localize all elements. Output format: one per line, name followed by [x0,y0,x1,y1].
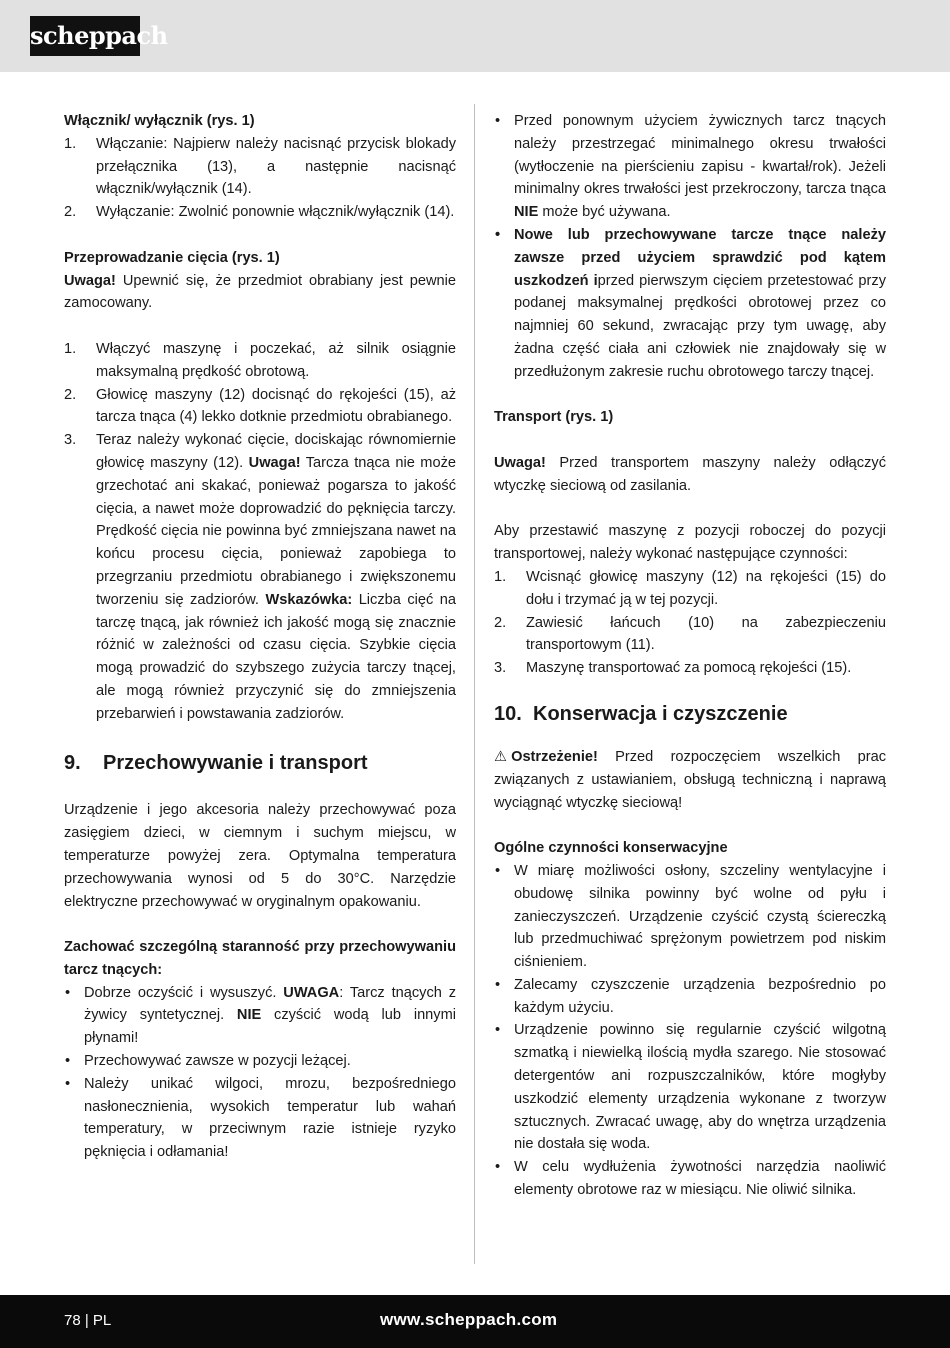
list-item [494,224,886,384]
item-text: Wcisnąć głowicę maszyny (12) na rękojeści (15) do dołu i trzymać ją w tej pozycji. [526,568,886,608]
list-item [494,110,886,224]
item-text: Tarcza tnąca nie może grzechotać ani skakać, ponieważ pogarsza to jakość cięcia, a nawet może doprowadzić do pęknięcia tarczy. Prędkość cięcia nie powinna być zmniejszana nawet na końcu procesu cięcia, ponieważ zapobiega to przegrzaniu przedmiotu obrabianego i zwiększonemu tworzeniu się zadziorów. [96,454,456,608]
bullet: • [65,1053,71,1070]
bullet: • [65,1075,71,1092]
list-item [494,974,886,1020]
bullet: • [495,1159,501,1176]
item-bold-text: Nowe lub przechowywane tarcze tnące należy zawsze przed użyciem sprawdzić pod kątem uszkodzeń i [514,226,886,289]
item-text: Przechowywać zawsze w pozycji leżącej. [84,1053,351,1070]
list-item [494,860,886,974]
item-text: może być używana. [538,204,671,221]
list-item [494,657,886,680]
column-divider [474,104,475,1264]
item-text: Wyłączanie: Zwolnić ponownie włącznik/wyłącznik (14). [96,204,455,221]
website-url: www.scheppach.com [380,1310,558,1329]
item-text: Liczba cięć na tarczę tnącą, jak również ich jakość mogą się znacznie różnić w zależności od czasu cięcia. Szybkie cięcia mogą prowadzić do szybszego zużycia tarczy tnącej, ale mogą również przyczynić się do zmniejszenia przebarwień i powstawania zadziorów. [96,591,456,722]
section-number: 10. [494,702,522,725]
maintenance-heading: Ogólne czynności konserwacyjne [494,840,728,857]
blades-heading: Zachować szczególną staranność przy przechowywaniu tarcz tnących: [64,939,456,978]
item-text: Należy unikać wilgoci, mrozu, bezpośredniego nasłonecznienia, wysokich temperatur lub wahań temperatury, w przeciwnym razie istnieje ryzyko pęknięcia i odłamania! [84,1075,456,1161]
caution-label: NIE [514,204,539,221]
item-number: 2. [494,614,507,631]
blades-list [64,982,456,1164]
list-item [494,566,886,612]
item-number: 2. [64,386,77,403]
storage-paragraph: Urządzenie i jego akcesoria należy przechowywać poza zasięgiem dzieci, w ciemnym i suchym miejscu, w temperaturze powyżej zera. Optymalna temperatura przechowywania wynosi od 5 do 30°C. Narzędzie elektryczne przechowywać w oryginalnym opakowaniu. [64,802,456,910]
caution-label: NIE [236,1007,262,1024]
brand-logo: scheppach [30,16,140,56]
bullet: • [495,976,501,993]
note-label: Uwaga! [64,272,116,289]
bullet: • [65,984,71,1001]
item-text: Włączyć maszynę i poczekać, aż silnik osiągnie maksymalną prędkość obrotową. [96,340,456,380]
item-text: Głowicę maszyny (12) docisnąć do rękojeści (15), aż tarcza tnąca (4) lekko dotknie przedmiotu obrabianego. [96,386,456,426]
list-item [64,338,456,384]
transport-list [494,566,886,680]
warning-paragraph [494,746,886,814]
item-number: 1. [64,135,77,152]
item-text: Urządzenie powinno się regularnie czyścić wilgotną szmatką i niewielką ilością mydła szarego. Nie stosować detergentów ani rozpuszczalników, które mogłyby uszkodzić elementy urządzenia wykonane z tworzyw sztucznych. Zwracać uwagę, aby do wnętrza urządzenia nie dostała się woda. [514,1022,886,1153]
bullet: • [495,113,501,129]
item-text: W miarę możliwości osłony, szczeliny wentylacyjne i obudowę silnika powinny być wolne od pyłu i zanieczyszczeń. Urządzenie czyścić czystą ściereczką lub przedmuchiwać sprężonym powietrzem pod niskim ciśnieniem. [514,862,886,971]
list-item [64,201,456,224]
list-item [494,1019,886,1156]
item-text: czyścić wodą lub innymi płynami! [84,1007,456,1047]
section-title: Konserwacja i czyszczenie [533,702,788,725]
cut-list [64,338,456,726]
warning-label: Ostrzeżenie! [511,748,598,765]
list-item [64,384,456,430]
cut-note [64,270,456,316]
item-number: 2. [64,204,77,221]
transport-intro: Aby przestawić maszynę z pozycji roboczej do pozycji transportowej, należy wykonać następujące czynności: [494,523,886,563]
caution-label: UWAGA [283,984,340,1001]
list-item [64,133,456,201]
section-10-heading [494,700,886,728]
list-item [64,1050,456,1073]
right-column [494,110,886,1202]
warning-text: Przed rozpoczęciem wszelkich prac związanych z ustawianiem, obsługą techniczną i naprawą wyciągnąć wtyczkę sieciową! [494,748,886,811]
caution-label: Uwaga! [248,454,301,471]
item-number: 3. [494,660,507,677]
item-text: Włączanie: Najpierw należy nacisnąć przycisk blokady przełącznika (13), a następnie nacisnąć włącznik/wyłącznik (14). [96,135,456,198]
maintenance-list [494,860,886,1202]
item-text: przed pierwszym cięciem przetestować przy podanej maksymalnej prędkości obrotowej przez co najmniej 60 sekund, zwracając przy tym uwagę, aby żadna część ciała ani człowiek nie znajdowały się w przedłużonym zakresie ruchu obrotowego tarczy tnącej. [514,272,886,380]
list-item [64,982,456,1050]
item-number: 1. [494,568,507,585]
note-label: Uwaga! [494,454,546,471]
section-number: 9. [64,751,81,774]
note-text: Upewnić się, że przedmiot obrabiany jest pewnie zamocowany. [64,272,456,312]
list-item [494,612,886,658]
bullet: • [495,1022,501,1039]
switch-heading: Włącznik/ wyłącznik (rys. 1) [64,113,255,129]
transport-heading: Transport (rys. 1) [494,409,614,426]
item-text: W celu wydłużenia żywotności narzędzia naoliwić elementy obrotowe raz w miesiącu. Nie oliwić silnika. [514,1159,886,1199]
section-9-heading [64,749,456,777]
item-text: Przed ponownym użyciem żywicznych tarcz tnących należy przestrzegać minimalnego okresu trwałości (wytłoczenie na pierścieniu zapisu - kwartał/rok). Jeżeli minimalny okres trwałości jest przekroczony, tarcza tnąca [514,113,886,198]
item-text: Zalecamy czyszczenie urządzenia bezpośrednio po każdym użyciu. [514,976,886,1016]
footer-bar [0,1295,950,1348]
left-column [64,110,456,1164]
item-number: 1. [64,340,77,357]
item-text: Zawiesić łańcuch (10) na zabezpieczeniu transportowym (11). [526,614,886,654]
switch-list [64,133,456,224]
bullet: • [495,862,501,879]
note-text: Przed transportem maszyny należy odłączyć wtyczkę sieciową od zasilania. [494,454,886,494]
cut-heading: Przeprowadzanie cięcia (rys. 1) [64,249,280,266]
page-number: 78 | PL [64,1312,112,1329]
item-text: Maszynę transportować za pomocą rękojeści (15). [526,660,852,677]
list-item [494,1156,886,1202]
list-item [64,1073,456,1164]
section-title: Przechowywanie i transport [103,751,368,774]
transport-note [494,452,886,498]
bullet: • [495,226,501,243]
item-text: : Tarcz tnących z żywicy syntetycznej. [84,984,456,1024]
list-item [64,429,456,725]
hint-label: Wskazówka: [265,591,353,608]
resin-blades-list [494,110,886,384]
item-text: Teraz należy wykonać cięcie, dociskając równomiernie głowicę maszyny (12). [96,432,456,471]
item-number: 3. [64,432,77,449]
warning-icon: ⚠ [494,748,508,765]
item-text: Dobrze oczyścić i wysuszyć. [84,984,284,1001]
header-bar [0,0,950,72]
